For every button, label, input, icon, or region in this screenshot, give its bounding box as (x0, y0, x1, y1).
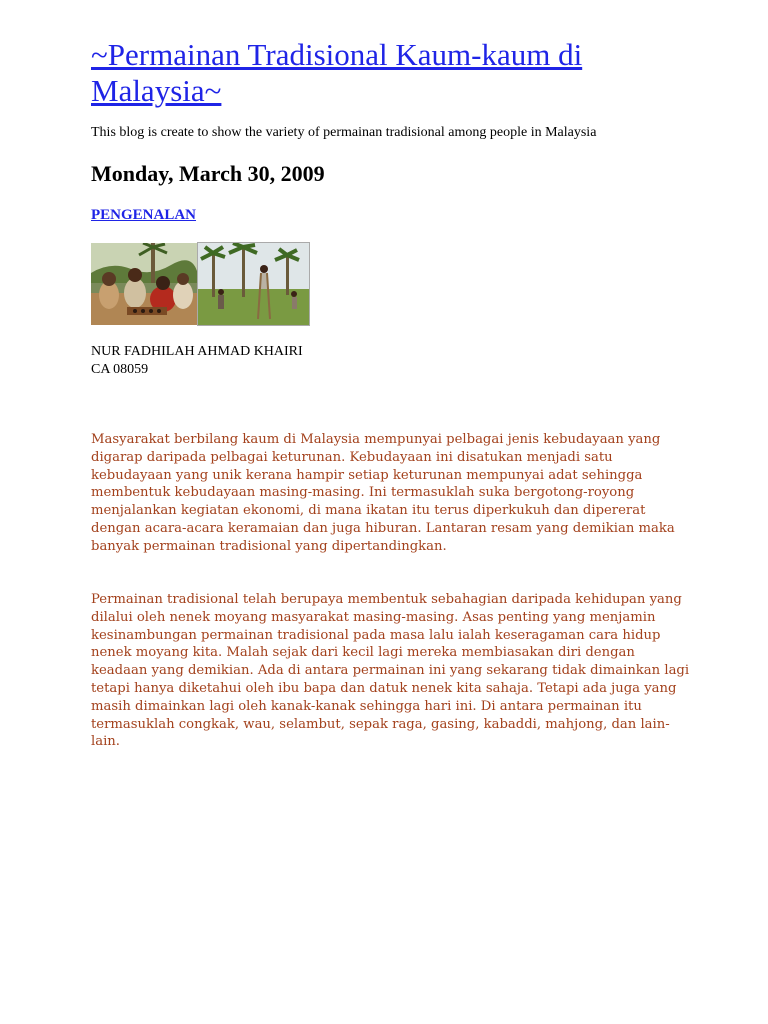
post-title-link[interactable]: PENGENALAN (91, 207, 197, 223)
post-paragraph: Permainan tradisional telah berupaya membentuk sebahagian daripada kehidupan yang dilalui oleh nenek moyang masyarakat masing-masing. Asas penting yang menjamin kesinambungan permainan tradisional pada masa lalu ialah keseragaman cara hidup nenek moyang kita. Malah sejak dari kecil lagi mereka membiasakan diri dengan keadaan yang demikian. Ada di antara permainan ini yang sekarang tidak dimainkan lagi tetapi hanya diketahui oleh ibu bapa dan datuk nenek kita sahaja. Tetapi ada juga yang masih dimainkan lagi oleh kanak-kanak sehingga hari ini. Di antara permainan itu termasuklah congkak, wau, selambut, sepak raga, gasing, kabaddi, mahjong, dan lain-lain. (91, 592, 690, 750)
post-date: Monday, March 30, 2009 (91, 161, 325, 186)
blog-title-link[interactable]: ~Permainan Tradisional Kaum-kaum di Malaysia~ (91, 37, 583, 108)
photo-stilt-walking-palm-trees[interactable] (198, 243, 309, 325)
author-name: NUR FADHILAH AHMAD KHAIRI (91, 344, 303, 359)
photo-group-playing-game-image (91, 243, 197, 325)
photo-group-playing-game[interactable] (91, 243, 197, 325)
post-author (91, 343, 303, 379)
photo-stilt-walking-palm-trees-image (198, 243, 309, 325)
post-paragraph: Masyarakat berbilang kaum di Malaysia mempunyai pelbagai jenis kebudayaan yang digarap daripada pelbagai keturunan. Kebudayaan ini disatukan menjadi satu kebudayaan yang unik kerana hampir setiap keturunan mempunyai adat sehingga membentuk kebudayaan masing-masing. Ini termasuklah suka bergotong-royong menjalankan kegiatan ekonomi, di mana ikatan itu terus diperkukuh dan dipererat dengan acara-acara keramaian dan juga hiburan. Lantaran resam yang demikian maka banyak permainan tradisional yang dipertandingkan. (91, 432, 675, 554)
author-code: CA 08059 (91, 362, 149, 377)
post-title (91, 205, 196, 225)
blog-description: This blog is create to show the variety of permainan tradisional among people in Malaysia (91, 125, 597, 140)
blog-title (91, 37, 651, 109)
